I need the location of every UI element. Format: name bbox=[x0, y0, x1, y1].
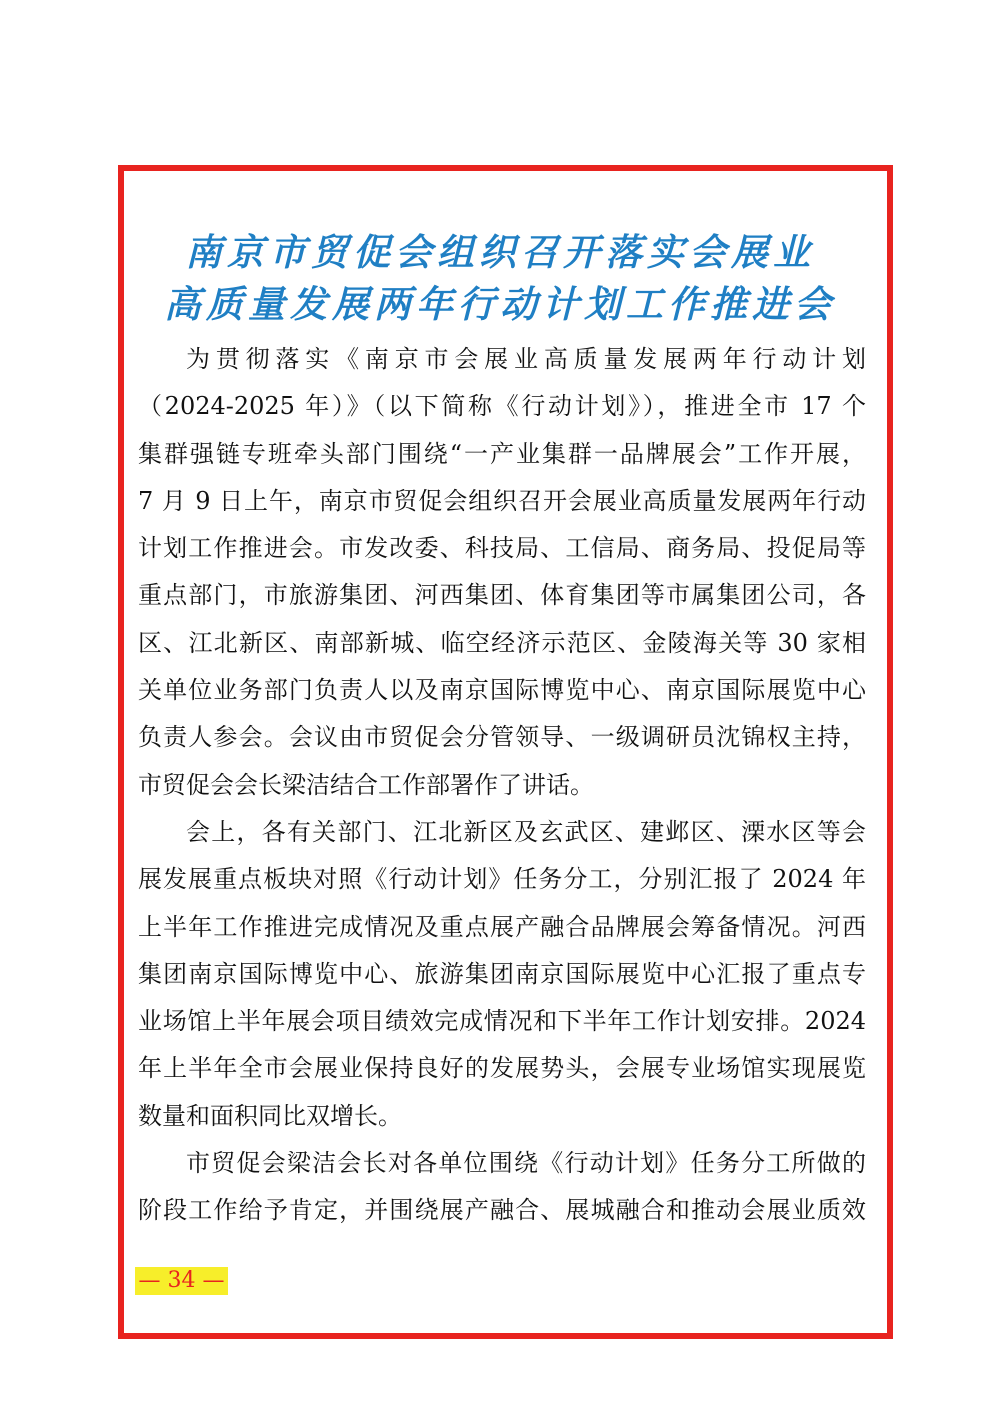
paragraph-2-line: 会上，各有关部门、江北新区及玄武区、建邺区、溧水区等会 bbox=[186, 817, 866, 846]
paragraph-1-line: 为贯彻落实《南京市会展业高质量发展两年行动计划 bbox=[186, 345, 866, 373]
paragraph-2-line: 数量和面积同比双增长。 bbox=[138, 1101, 402, 1130]
paragraph-2-line: 上半年工作推进完成情况及重点展产融合品牌展会筹备情况。河西 bbox=[138, 912, 866, 941]
paragraph-2-line: 年上半年全市会展业保持良好的发展势头，会展专业场馆实现展览 bbox=[138, 1054, 866, 1083]
page-number: — 34 — bbox=[135, 1267, 228, 1295]
paragraph-1-line: 关单位业务部门负责人以及南京国际博览中心、南京国际展览中心 bbox=[138, 676, 866, 705]
paragraph-3-line: 市贸促会梁洁会长对各单位围绕《行动计划》任务分工所做的 bbox=[186, 1149, 866, 1178]
paragraph-1-line: 7 月 9 日上午，南京市贸促会组织召开会展业高质量发展两年行动 bbox=[138, 486, 866, 515]
paragraph-2-line: 业场馆上半年展会项目绩效完成情况和下半年工作计划安排。2024 bbox=[138, 1007, 866, 1036]
paragraph-1-line: 区、江北新区、南部新城、临空经济示范区、金陵海关等 30 家相 bbox=[138, 628, 866, 657]
paragraph-1-line: 计划工作推进会。市发改委、科技局、工信局、商务局、投促局等 bbox=[138, 534, 866, 563]
paragraph-3-line: 阶段工作给予肯定，并围绕展产融合、展城融合和推动会展业质效 bbox=[138, 1196, 866, 1225]
paragraph-2-line: 集团南京国际博览中心、旅游集团南京国际展览中心汇报了重点专 bbox=[138, 959, 866, 988]
paragraph-2-line: 展发展重点板块对照《行动计划》任务分工，分别汇报了 2024 年 bbox=[138, 865, 866, 894]
article-body bbox=[138, 336, 866, 1235]
headline-line-2: 高质量发展两年行动计划工作推进会 bbox=[164, 282, 836, 326]
paragraph-1-line: 重点部门，市旅游集团、河西集团、体育集团等市属集团公司，各 bbox=[138, 581, 866, 610]
paragraph-1-line: 负责人参会。会议由市贸促会分管领导、一级调研员沈锦权主持， bbox=[138, 723, 866, 752]
paragraph-1-line: （2024-2025 年）》（以下简称《行动计划》），推进全市 17 个 bbox=[138, 392, 866, 421]
paragraph-1-line: 市贸促会会长梁洁结合工作部署作了讲话。 bbox=[138, 770, 594, 799]
headline-line-1: 南京市贸促会组织召开落实会展业 bbox=[185, 230, 815, 274]
paragraph-1-line: 集群强链专班牵头部门围绕“一产业集群一品牌展会”工作开展， bbox=[138, 439, 866, 468]
